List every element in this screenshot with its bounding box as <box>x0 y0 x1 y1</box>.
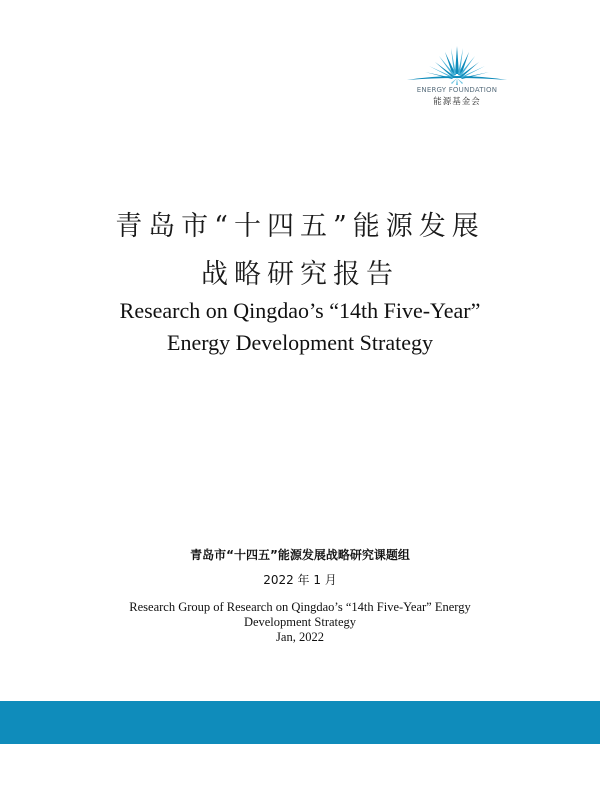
logo-name-cn: 能源基金会 <box>433 97 481 107</box>
research-group-en-line2: Development Strategy <box>243 615 357 629</box>
logo-name-en: ENERGY FOUNDATION <box>416 86 498 94</box>
research-group-en <box>0 600 600 645</box>
title-en-line2: Energy Development Strategy <box>167 330 433 355</box>
date-en: Jan, 2022 <box>276 630 324 644</box>
energy-foundation-logo <box>402 44 512 107</box>
footer-band <box>0 701 600 744</box>
starburst-logo-icon <box>405 44 509 86</box>
research-group-en-line1: Research Group of Research on Qingdao’s “14th Five-Year” Energy <box>129 600 471 614</box>
title-cn-line1: 青岛市“十四五”能源发展 <box>115 211 485 242</box>
research-group-cn: 青岛市“十四五”能源发展战略研究课题组 <box>190 548 410 562</box>
date-cn: 2022 年 1 月 <box>263 573 337 587</box>
title-cn-line2: 战略研究报告 <box>201 259 399 290</box>
title-en-line1: Research on Qingdao’s “14th Five-Year” <box>119 298 481 323</box>
